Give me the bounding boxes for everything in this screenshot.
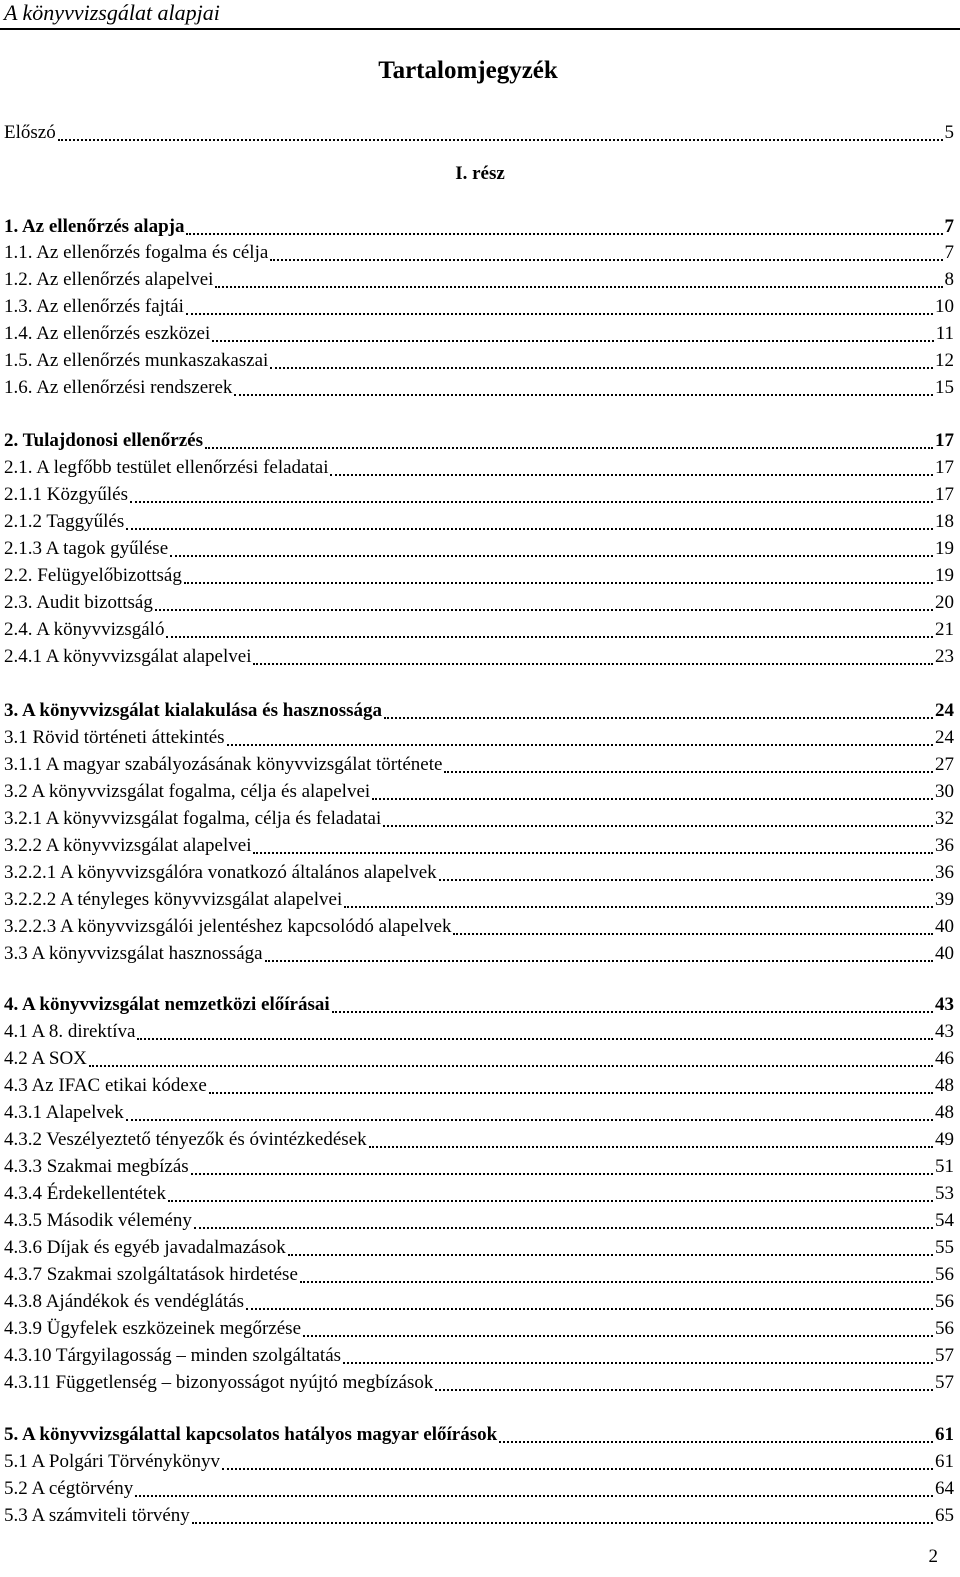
toc-entry-title: 2.3. Audit bizottság bbox=[4, 592, 153, 613]
toc-entry[interactable] bbox=[4, 1341, 954, 1367]
toc-dot-leader bbox=[205, 427, 933, 449]
toc-entry-title: 4.3.2 Veszélyeztető tényezők és óvintézkedések bbox=[4, 1129, 367, 1150]
toc-entry-page: 57 bbox=[935, 1345, 954, 1366]
toc-entry-page: 65 bbox=[935, 1505, 954, 1526]
toc-dot-leader bbox=[184, 562, 933, 584]
toc-entry-page: 57 bbox=[935, 1372, 954, 1393]
toc-entry[interactable] bbox=[4, 346, 954, 372]
toc-entry-page: 12 bbox=[935, 350, 954, 371]
toc-entry[interactable] bbox=[4, 453, 954, 479]
toc-entry-title: 2. Tulajdonosi ellenőrzés bbox=[4, 430, 203, 451]
toc-entry[interactable] bbox=[4, 1368, 954, 1394]
toc-entry-page: 20 bbox=[935, 592, 954, 613]
toc-entry[interactable] bbox=[4, 750, 954, 776]
toc-entry-title: 3.1 Rövid történeti áttekintés bbox=[4, 727, 225, 748]
toc-dot-leader bbox=[332, 991, 933, 1013]
toc-entry-title: 3.1.1 A magyar szabályozásának könyvvizsgálat története bbox=[4, 754, 443, 775]
toc-entry[interactable] bbox=[4, 831, 954, 857]
toc-entry-title: 3.2 A könyvvizsgálat fogalma, célja és alapelvei bbox=[4, 781, 371, 802]
toc-entry[interactable] bbox=[4, 1474, 954, 1500]
toc-entry[interactable] bbox=[4, 804, 954, 830]
toc-dot-leader bbox=[137, 1018, 933, 1040]
toc-entry-title: 4.3.6 Díjak és egyéb javadalmazások bbox=[4, 1237, 286, 1258]
toc-entry-title: 1.6. Az ellenőrzési rendszerek bbox=[4, 377, 233, 398]
toc-entry[interactable] bbox=[4, 1179, 954, 1205]
toc-entry[interactable] bbox=[4, 1287, 954, 1313]
toc-entry-page: 30 bbox=[935, 781, 954, 802]
toc-entry-title: 2.4.1 A könyvvizsgálat alapelvei bbox=[4, 646, 252, 667]
toc-entry-page: 40 bbox=[935, 943, 954, 964]
toc-entry[interactable] bbox=[4, 1152, 954, 1178]
toc-entry-title: 4.3 Az IFAC etikai kódexe bbox=[4, 1075, 207, 1096]
toc-entry-page: 56 bbox=[935, 1318, 954, 1339]
toc-entry-page: 24 bbox=[935, 700, 954, 721]
toc-entry[interactable] bbox=[4, 561, 954, 587]
toc-entry-title: 2.1.1 Közgyűlés bbox=[4, 484, 129, 505]
toc-entry[interactable] bbox=[4, 615, 954, 641]
toc-entry[interactable] bbox=[4, 1071, 954, 1097]
part-title: I. rész bbox=[455, 163, 505, 184]
toc-dot-leader bbox=[253, 832, 933, 854]
toc-dot-leader bbox=[435, 1369, 933, 1391]
toc-entry-title: 2.1.3 A tagok gyűlése bbox=[4, 538, 169, 559]
toc-entry-page: 56 bbox=[935, 1264, 954, 1285]
toc-entry-page: 21 bbox=[935, 619, 954, 640]
toc-entry-page: 15 bbox=[935, 377, 954, 398]
toc-entry-title: 1.3. Az ellenőrzés fajtái bbox=[4, 296, 184, 317]
toc-entry-title: 3.2.2.1 A könyvvizsgálóra vonatkozó általános alapelvek bbox=[4, 862, 437, 883]
toc-dot-leader bbox=[155, 589, 933, 611]
toc-dot-leader bbox=[439, 859, 933, 881]
toc-entry-title: 2.2. Felügyelőbizottság bbox=[4, 565, 182, 586]
toc-entry[interactable] bbox=[4, 1098, 954, 1124]
toc-entry-page: 48 bbox=[935, 1102, 954, 1123]
toc-entry[interactable] bbox=[4, 118, 954, 144]
toc-dot-leader bbox=[270, 239, 942, 261]
toc-entry[interactable] bbox=[4, 777, 954, 803]
toc-entry[interactable] bbox=[4, 292, 954, 318]
toc-entry-page: 24 bbox=[935, 727, 954, 748]
toc-entry-title: 3.3 A könyvvizsgálat hasznossága bbox=[4, 943, 263, 964]
toc-entry-page: 5 bbox=[944, 122, 954, 143]
toc-entry[interactable] bbox=[4, 912, 954, 938]
toc-dot-leader bbox=[168, 1180, 933, 1202]
toc-entry-title: 1. Az ellenőrzés alapja bbox=[4, 216, 185, 237]
toc-entry[interactable] bbox=[4, 990, 954, 1016]
toc-entry-page: 36 bbox=[935, 862, 954, 883]
toc-entry[interactable] bbox=[4, 1206, 954, 1232]
toc-entry-page: 18 bbox=[935, 511, 954, 532]
toc-entry-title: 2.4. A könyvvizsgáló bbox=[4, 619, 165, 640]
toc-entry-page: 46 bbox=[935, 1048, 954, 1069]
toc-dot-leader bbox=[288, 1234, 933, 1256]
toc-entry-title: 3.2.2.2 A tényleges könyvvizsgálat alapelvei bbox=[4, 889, 343, 910]
toc-entry-title: 4.3.11 Függetlenség – bizonyosságot nyújtó megbízások bbox=[4, 1372, 434, 1393]
toc-dot-leader bbox=[209, 1072, 933, 1094]
toc-entry-page: 7 bbox=[944, 216, 954, 237]
toc-entry-page: 49 bbox=[935, 1129, 954, 1150]
toc-dot-leader bbox=[166, 616, 933, 638]
running-header bbox=[0, 0, 960, 30]
toc-entry-page: 61 bbox=[935, 1451, 954, 1472]
toc-entry[interactable] bbox=[4, 1314, 954, 1340]
toc-entry[interactable] bbox=[4, 534, 954, 560]
toc-dot-leader bbox=[344, 886, 933, 908]
toc-entry[interactable] bbox=[4, 426, 954, 452]
toc-entry[interactable] bbox=[4, 642, 954, 668]
running-header-title: A könyvvizsgálat alapjai bbox=[4, 0, 220, 25]
toc-entry-page: 10 bbox=[935, 296, 954, 317]
toc-entry-title: 4. A könyvvizsgálat nemzetközi előírásai bbox=[4, 994, 330, 1015]
toc-dot-leader bbox=[194, 1207, 933, 1229]
toc-dot-leader bbox=[453, 913, 933, 935]
toc-dot-leader bbox=[186, 213, 942, 235]
toc-entry-title: 5. A könyvvizsgálattal kapcsolatos hatályos magyar előírások bbox=[4, 1424, 498, 1445]
toc-entry-title: 2.1. A legfőbb testület ellenőrzési feladatai bbox=[4, 457, 329, 478]
toc-entry-page: 51 bbox=[935, 1156, 954, 1177]
toc-entry[interactable] bbox=[4, 723, 954, 749]
toc-dot-leader bbox=[246, 1288, 933, 1310]
toc-entry[interactable] bbox=[4, 696, 954, 722]
toc-entry-title: 5.2 A cégtörvény bbox=[4, 1478, 134, 1499]
toc-entry[interactable] bbox=[4, 939, 954, 965]
toc-entry-title: 4.3.4 Érdekellentétek bbox=[4, 1183, 166, 1204]
toc-entry[interactable] bbox=[4, 373, 954, 399]
toc-entry[interactable] bbox=[4, 588, 954, 614]
toc-dot-leader bbox=[369, 1126, 933, 1148]
toc-dot-leader bbox=[384, 697, 933, 719]
toc-dot-leader bbox=[300, 1261, 933, 1283]
toc-entry-title: 3.2.1 A könyvvizsgálat fogalma, célja és feladatai bbox=[4, 808, 382, 829]
toc-entry-page: 7 bbox=[944, 242, 954, 263]
toc-dot-leader bbox=[192, 1502, 933, 1524]
toc-entry-title: 4.2 A SOX bbox=[4, 1048, 87, 1069]
toc-entry-title: 3.2.2 A könyvvizsgálat alapelvei bbox=[4, 835, 252, 856]
toc-dot-leader bbox=[186, 293, 933, 315]
toc-dot-leader bbox=[303, 1315, 933, 1337]
document-title: Tartalomjegyzék bbox=[378, 57, 558, 84]
toc-entry-page: 8 bbox=[944, 269, 954, 290]
toc-entry[interactable] bbox=[4, 212, 954, 238]
toc-dot-leader bbox=[444, 751, 933, 773]
toc-dot-leader bbox=[265, 940, 933, 962]
toc-entry-title: 4.1 A 8. direktíva bbox=[4, 1021, 136, 1042]
toc-entry-title: 1.5. Az ellenőrzés munkaszakaszai bbox=[4, 350, 269, 371]
toc-entry[interactable] bbox=[4, 885, 954, 911]
toc-dot-leader bbox=[372, 778, 933, 800]
toc-entry-page: 27 bbox=[935, 754, 954, 775]
toc-entry[interactable] bbox=[4, 1447, 954, 1473]
toc-dot-leader bbox=[170, 535, 933, 557]
toc-entry-page: 19 bbox=[935, 565, 954, 586]
toc-entry-title: 1.1. Az ellenőrzés fogalma és célja bbox=[4, 242, 269, 263]
toc-entry-page: 17 bbox=[935, 484, 954, 505]
toc-entry[interactable] bbox=[4, 238, 954, 264]
toc-entry-title: 4.3.10 Tárgyilagosság – minden szolgáltatás bbox=[4, 1345, 342, 1366]
toc-entry-page: 23 bbox=[935, 646, 954, 667]
toc-entry[interactable] bbox=[4, 319, 954, 345]
toc-entry-title: 1.2. Az ellenőrzés alapelvei bbox=[4, 269, 214, 290]
toc-entry-page: 48 bbox=[935, 1075, 954, 1096]
toc-entry-page: 39 bbox=[935, 889, 954, 910]
toc-entry-title: 4.3.8 Ajándékok és vendéglátás bbox=[4, 1291, 245, 1312]
toc-entry[interactable] bbox=[4, 265, 954, 291]
toc-dot-leader bbox=[130, 481, 933, 503]
toc-dot-leader bbox=[270, 347, 933, 369]
toc-entry-page: 53 bbox=[935, 1183, 954, 1204]
toc-dot-leader bbox=[330, 454, 933, 476]
toc-entry[interactable] bbox=[4, 1420, 954, 1446]
toc-entry-page: 19 bbox=[935, 538, 954, 559]
toc-entry-title: 4.3.7 Szakmai szolgáltatások hirdetése bbox=[4, 1264, 298, 1285]
toc-dot-leader bbox=[58, 119, 943, 141]
toc-dot-leader bbox=[343, 1342, 933, 1364]
toc-entry[interactable] bbox=[4, 1260, 954, 1286]
toc-entry-title: Előszó bbox=[4, 122, 56, 143]
toc-entry-page: 55 bbox=[935, 1237, 954, 1258]
toc-dot-leader bbox=[499, 1421, 933, 1443]
toc-dot-leader bbox=[227, 724, 933, 746]
page-number: 2 bbox=[928, 1546, 938, 1567]
toc-entry-page: 32 bbox=[935, 808, 954, 829]
toc-dot-leader bbox=[126, 508, 933, 530]
toc-entry-title: 5.1 A Polgári Törvénykönyv bbox=[4, 1451, 221, 1472]
toc-entry-title: 2.1.2 Taggyűlés bbox=[4, 511, 125, 532]
toc-entry-title: 4.3.3 Szakmai megbízás bbox=[4, 1156, 189, 1177]
toc-entry-title: 1.4. Az ellenőrzés eszközei bbox=[4, 323, 211, 344]
toc-dot-leader bbox=[253, 643, 933, 665]
toc-dot-leader bbox=[215, 266, 942, 288]
toc-entry-page: 40 bbox=[935, 916, 954, 937]
toc-entry-title: 4.3.1 Alapelvek bbox=[4, 1102, 124, 1123]
toc-entry-page: 36 bbox=[935, 835, 954, 856]
toc-entry[interactable] bbox=[4, 1125, 954, 1151]
toc-entry-page: 43 bbox=[935, 994, 954, 1015]
toc-dot-leader bbox=[383, 805, 933, 827]
toc-dot-leader bbox=[89, 1045, 933, 1067]
toc-entry-page: 11 bbox=[935, 323, 954, 344]
toc-entry[interactable] bbox=[4, 1233, 954, 1259]
toc-dot-leader bbox=[126, 1099, 933, 1121]
toc-dot-leader bbox=[212, 320, 933, 342]
toc-dot-leader bbox=[191, 1153, 933, 1175]
toc-entry-title: 4.3.9 Ügyfelek eszközeinek megőrzése bbox=[4, 1318, 302, 1339]
toc-entry[interactable] bbox=[4, 1044, 954, 1070]
toc-entry-title: 5.3 A számviteli törvény bbox=[4, 1505, 190, 1526]
toc-entry[interactable] bbox=[4, 507, 954, 533]
toc-entry[interactable] bbox=[4, 1501, 954, 1527]
toc-entry-page: 56 bbox=[935, 1291, 954, 1312]
toc-entry-page: 61 bbox=[935, 1424, 954, 1445]
toc-entry-page: 17 bbox=[935, 457, 954, 478]
toc-entry-page: 43 bbox=[935, 1021, 954, 1042]
toc-entry-page: 64 bbox=[935, 1478, 954, 1499]
toc-dot-leader bbox=[234, 374, 933, 396]
toc-entry[interactable] bbox=[4, 858, 954, 884]
toc-entry[interactable] bbox=[4, 1017, 954, 1043]
toc-dot-leader bbox=[135, 1475, 933, 1497]
toc-dot-leader bbox=[222, 1448, 933, 1470]
toc-entry-title: 3. A könyvvizsgálat kialakulása és hasznossága bbox=[4, 700, 382, 721]
toc-entry-page: 54 bbox=[935, 1210, 954, 1231]
toc-entry[interactable] bbox=[4, 480, 954, 506]
toc-entry-title: 4.3.5 Második vélemény bbox=[4, 1210, 192, 1231]
toc-entry-title: 3.2.2.3 A könyvvizsgálói jelentéshez kapcsolódó alapelvek bbox=[4, 916, 452, 937]
toc-entry-page: 17 bbox=[935, 430, 954, 451]
